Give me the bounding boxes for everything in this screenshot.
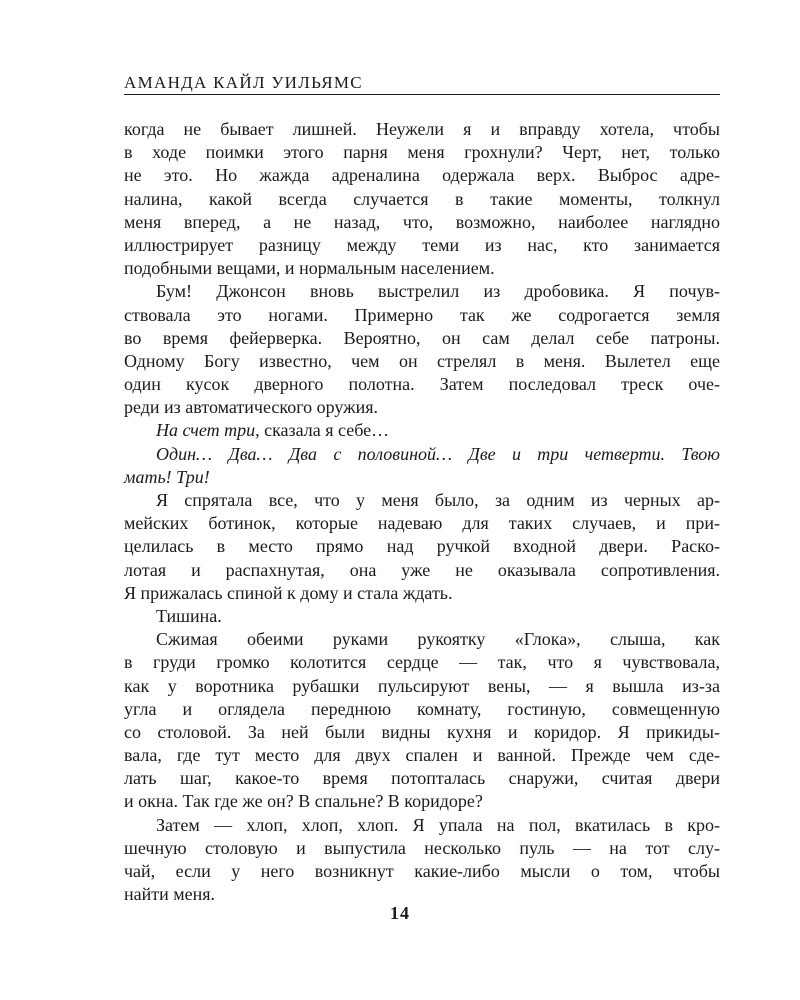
text-line: Затем — хлоп, хлоп, хлоп. Я упала на пол, вкатилась в кро- (156, 814, 720, 835)
body-text (124, 118, 720, 906)
text-line: налина, какой всегда случается в такие моменты, толкнул (124, 188, 720, 209)
text-line: во время фейерверка. Вероятно, он сам делал себе патроны. (124, 327, 720, 348)
text-line: Бум! Джонсон вновь выстрелил из дробовика. Я почув- (156, 281, 720, 302)
text-line: Сжимая обеими руками рукоятку «Глока», слыша, как (156, 629, 720, 650)
text-line: со столовой. За ней были видны кухня и коридор. Я прикиды- (124, 721, 720, 742)
text-line: вала, где тут место для двух спален и ванной. Прежде чем сде- (124, 745, 720, 766)
running-header-author: АМАНДА КАЙЛ УИЛЬЯМС (124, 73, 363, 92)
text-line: когда не бывает лишней. Неужели я и вправду хотела, чтобы (124, 119, 720, 139)
text-line: угла и оглядела переднюю комнату, гостиную, совмещенную (124, 698, 720, 719)
page-number: 14 (390, 903, 410, 923)
text-line: реди из автоматического оружия. (124, 397, 379, 418)
text-line: иллюстрирует разницу между теми из нас, кто занимается (124, 234, 720, 255)
text-line-mixed (124, 419, 720, 442)
text-line: не это. Но жажда адреналина одержала верх. Выброс адре- (124, 165, 720, 186)
text-line: меня вперед, а не назад, что, возможно, наиболее наглядно (124, 211, 720, 232)
text-line: найти меня. (124, 884, 216, 905)
text-line: шечную столовую и выпустила несколько пуль — на тот слу- (124, 837, 720, 858)
text-line: в груди громко колотится сердце — так, что я чувствовала, (124, 652, 720, 673)
text-line-italic: мать! Три! (124, 466, 210, 487)
text-line: Я спрятала все, что у меня было, за одним из черных ар- (156, 490, 720, 510)
italic-thought: На счет три, (156, 420, 260, 441)
text-line: подобными вещами, и нормальным населением. (124, 258, 495, 279)
text-line: один кусок дверного полотна. Затем последовал треск оче- (124, 374, 720, 395)
text-line: лотая и распахнутая, она уже не оказывала сопротивления. (124, 559, 720, 580)
text-line: лать шаг, какое-то время потопталась снаружи, считая двери (124, 768, 720, 789)
text-line: Одному Богу известно, чем он стрелял в меня. Вылетел еще (124, 350, 720, 371)
text-line: мейских ботинок, которые надеваю для таких случаев, и при- (124, 513, 720, 534)
text-line: целилась в место прямо над ручкой входной двери. Раско- (124, 536, 720, 557)
text-line: чай, если у него возникнут какие-либо мысли о том, чтобы (124, 861, 720, 881)
text-line-italic: Один… Два… Два с половиной… Две и три четверти. Твою (156, 443, 720, 464)
text-line: и окна. Так где же он? В спальне? В коридоре? (124, 791, 483, 812)
header-rule (124, 94, 720, 95)
text-line: Тишина. (156, 605, 222, 626)
narration: сказала я себе… (259, 420, 390, 441)
text-line: ствовала это ногами. Примерно так же содрогается земля (124, 304, 720, 325)
text-line: как у воротника рубашки пульсируют вены, — я вышла из-за (124, 675, 720, 696)
text-line: в ходе поимки этого парня меня грохнули? Черт, нет, только (124, 142, 720, 163)
text-line: Я прижалась спиной к дому и стала ждать. (124, 582, 453, 603)
